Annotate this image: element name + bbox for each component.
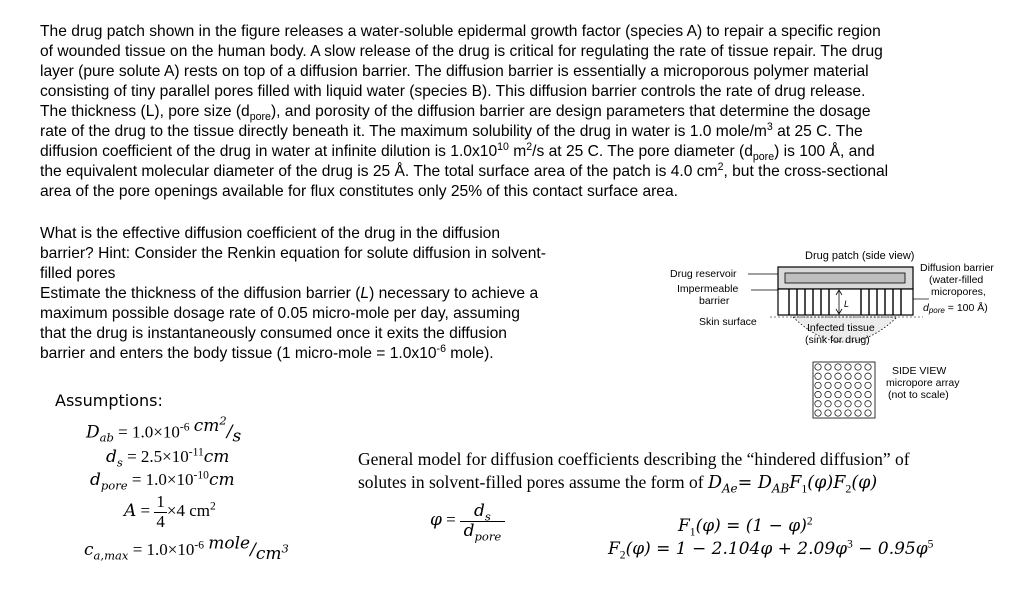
thickness-label: L [844,299,850,309]
intro-line-1: The drug patch shown in the figure releases a water-soluble epidermal growth factor (species A) to repair a specific region [40,23,881,40]
barrier-label: barrier [699,295,730,307]
f2-equation: $F_2(\varphi) = 1 - 2.104\varphi + 2.09\varphi^3 - 0.95\varphi^5$ [608,537,934,562]
assumption-ds: $d_s = 2.5\times 10^{-11}cm$ [106,445,230,470]
intro-line-6: rate of the drug to the tissue directly beneath it. The maximum solubility of the drug in water is 1.0 mole/$m^3$ at 25 C. The [40,120,863,140]
question-line-3: filled pores [40,265,116,282]
problem-intro [40,22,1015,202]
intro-line-3: layer (pure solute A) rests on top of a diffusion barrier. The diffusion barrier is essentially a microporous polymer material [40,63,869,80]
intro-line-9: area of the pore openings available for flux constitutes only 25% of this contact surface area. [40,183,678,200]
assumptions-heading: Assumptions: [55,391,163,410]
diffusion-barrier-label: Diffusion barrier [920,262,994,274]
question-line-7: barrier and enters the body tissue (1 micro-mole = $1.0x10^{-6}$ mole). [40,342,494,362]
dpore-label: dpore = 100 Å) [923,302,988,315]
water-filled-label: (water-filled [929,274,984,286]
micropore-array-box [813,362,875,418]
sink-label: (sink for drug) [805,334,870,346]
intro-line-8: the equivalent molecular diameter of the drug is 25 Å. The total surface area of the patch is 4.0 $cm^2$, but the cross-sectional [40,160,889,180]
assumption-dpore: $d_{pore} = 1.0\times 10^{-10}cm$ [90,468,235,493]
impermeable-label: Impermeable [677,283,739,295]
question-line-2: barrier? Hint: Consider the Renkin equation for solute diffusion in solvent- [40,245,546,262]
not-to-scale-label: (not to scale) [888,389,949,401]
assumption-dab: $D_{ab} = 1.0\times 10^{-6}$ $^{cm^2}/_s$ [86,413,242,447]
intro-line-7: diffusion coefficient of the drug in water at infinite dilution is $1.0x10^{10}$ $m^2/s$ at 25 C. The pore diameter $(d_{pore})$ is 100 Å, and [40,140,875,164]
drug-reservoir-label: Drug reservoir [670,268,737,280]
question-line-1: What is the effective diffusion coefficient of the drug in the diffusion [40,225,501,242]
intro-line-4: consisting of tiny parallel pores filled with liquid water (species B). This diffusion barrier controls the rate of drug release. [40,83,866,100]
question-line-4: Estimate the thickness of the diffusion barrier (L) necessary to achieve a [40,285,539,302]
model-line-2: solutes in solvent-filled pores assume the form of $D_{Ae}= D_{AB}F_1(\varphi)F_2(\varphi)$ [358,472,878,496]
phi-equation: φ = $\frac{d_s}{d_{pore}}$ [430,502,505,540]
question-line-6: that the drug is instantaneously consumed once it exits the diffusion [40,325,507,342]
micropores-label: micropores, [931,286,986,298]
micropore-array-label: micropore array [886,377,960,389]
side-view-label: SIDE VIEW [892,365,947,377]
drug-patch-figure [665,245,1020,420]
assumption-camax: $c_{a,max} = 1.0\times 10^{-6}$ $^{mole}/_{cm^3}$ [84,533,289,565]
assumption-area: A = $\frac{1}{4}$ ×4 $cm^2$ [124,492,216,531]
model-text [358,448,1018,495]
questions [40,224,640,364]
infected-tissue-label: Infected tissue [807,322,875,334]
model-line-1: General model for diffusion coefficients describing the “hindered diffusion” of [358,449,910,469]
skin-surface-label: Skin surface [699,316,757,328]
f1-equation: $F_1(\varphi) = (1 - \varphi)^2$ [678,514,813,539]
reservoir-inner [785,273,905,283]
intro-line-5: The thickness (L), pore size $(d_{pore})$, and porosity of the diffusion barrier are design parameters that determine the dosage [40,103,871,124]
figure-title: Drug patch (side view) [805,250,915,262]
intro-line-2: of wounded tissue on the human body. A slow release of the drug is critical for regulating the rate of tissue repair. The drug [40,43,883,60]
question-line-5: maximum possible dosage rate of 0.05 micro-mole per day, assuming [40,305,520,322]
